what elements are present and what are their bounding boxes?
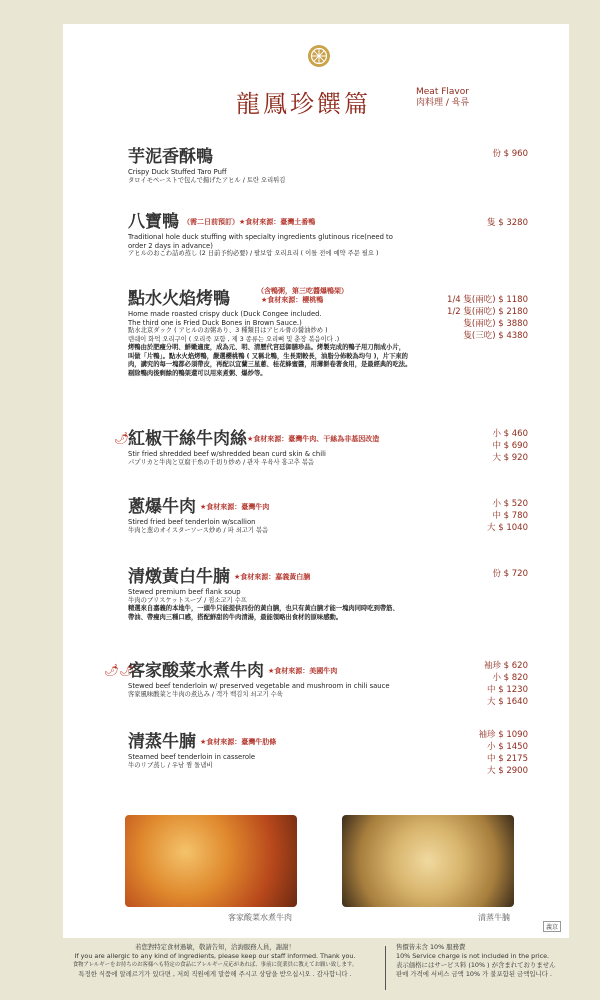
price: 1/4 隻(兩吃) $ 1180 [447, 295, 528, 305]
section-title: 龍鳳珍饌篇 [236, 90, 371, 118]
menu-item [128, 428, 379, 467]
item-line-en: Stewed premium beef flank soup [128, 588, 241, 596]
item-prices [420, 294, 528, 342]
price: 大 $ 1040 [487, 523, 528, 533]
item-description: 帶油、帶瘦肉三種口感，搭配鮮甜的牛肉清湯，最能領略出食材的原味感動。 [128, 613, 343, 621]
price: 大 $ 920 [492, 453, 528, 463]
footer-line: 若您對特定食材過敏，敬請告知，洽詢服務人員，謝謝！ [135, 943, 295, 951]
item-name: 芋泥香酥鴨 [128, 147, 213, 167]
dish-photo-steamed-brisket [342, 815, 514, 907]
menu-item [128, 566, 399, 622]
item-prices [470, 498, 528, 534]
item-line: 點水北京ダック ( アヒルのお粥あり、3 種類目はアヒル骨の醤油炒め ) [128, 327, 328, 334]
item-source: ★食材來源：臺灣牛肉 [200, 503, 270, 511]
price: 小 $ 820 [492, 673, 528, 683]
page-tag: 義京 [543, 921, 561, 932]
menu-item [128, 496, 269, 535]
footer-line: 특정한 식품에 알레르기가 있다면 , 저희 직원에게 말씀해 주시고 상담을 받으십시오 . 감사합니다 . [78, 970, 352, 978]
item-source: （需二日前預訂）★食材來源：臺灣土番鴨 [183, 218, 316, 226]
item-name: 客家酸菜水煮牛肉 ★食材來源：美國牛肉 [128, 661, 338, 681]
chili-icon: 🌶 [114, 431, 130, 445]
price: 中 $ 2175 [487, 754, 528, 764]
item-prices [460, 729, 528, 777]
item-line-en: Crispy Duck Stuffed Taro Puff [128, 168, 227, 176]
item-source: ★食材來源：臺灣牛肉、干絲為非基因改造 [247, 435, 380, 443]
menu-item [128, 731, 276, 770]
item-line: 덴쉐이 화억 오리구이 ( 오리죽 포함 , 제 3 종류는 오리뼈 및 춘장 볶음이다 .) [128, 335, 340, 343]
item-line: パプリカと牛肉と豆腐干糸の千切り炒め / 관자 우육사 홍고추 볶음 [128, 458, 314, 466]
price: 中 $ 780 [492, 511, 528, 521]
footer-line: If you are allergic to any kind of ingredients, please keep our staff informed. Thank you. [74, 952, 356, 960]
footer-divider [385, 946, 386, 990]
item-line-en: Stir fried shredded beef w/shredded bean curd skin & chili [128, 450, 326, 458]
item-prices [470, 217, 528, 229]
service-charge-notice [396, 943, 586, 979]
photo-caption: 清蒸牛腩 [478, 913, 510, 922]
item-name: 蔥爆牛肉 ★食材來源：臺灣牛肉 [128, 497, 270, 517]
section-subtitle: 肉料理 / 육류 [416, 98, 470, 108]
item-source: ★食材來源：美國牛肉 [268, 667, 338, 675]
item-line-en: Traditional hole duck stuffing with specialty ingredients glutinous rice(need to [128, 233, 393, 241]
menu-item [128, 660, 390, 699]
section-title-en [416, 87, 469, 109]
price: 小 $ 1450 [487, 742, 528, 752]
item-line: 牛肉のブリスケットスープ / 점소고기 수프 [128, 596, 247, 604]
footer-line: 10% Service charge is not included in the price. [396, 952, 550, 960]
item-name: 清蒸牛腩 ★食材來源：臺灣牛肋條 [128, 732, 277, 752]
price: 袖珍 $ 1090 [478, 730, 528, 740]
item-line: タロイモペーストで包んで揚げたアヒル / 토란 오리튀김 [128, 176, 286, 184]
section-title-english: Meat Flavor [416, 87, 469, 97]
price: 隻(兩吃) $ 3880 [463, 319, 528, 329]
price: 大 $ 1640 [487, 697, 528, 707]
menu-item [128, 146, 285, 185]
price: 隻 $ 3280 [487, 218, 528, 228]
item-source: ★食材來源：櫻桃鴨 [261, 296, 324, 304]
item-line-en: order 2 days in advance) [128, 241, 213, 250]
price: 小 $ 520 [492, 499, 528, 509]
item-line: アヒルのおこわ詰め蒸し (2 日前予約必要) / 팔보압 오리요리 ( 이틀 전에 예약 주문 필요 ) [128, 250, 379, 257]
item-prices [460, 660, 528, 708]
footer-line: 판매 가격에 서비스 금액 10% 가 불포함된 금액입니다 . [396, 970, 552, 978]
price: 大 $ 2900 [487, 766, 528, 776]
item-source: （含鴨粥，第三吃醬爆鴨架） [257, 287, 348, 295]
item-line: 牛肉と葱のオイスターソース炒め / 파 쇠고기 볶음 [128, 526, 269, 534]
item-description: 烤鴨由於肥瘦分明、鮮嫩適度，成為元、明、清歷代宮廷御膳珍品。烤製完成的鴨子用刀削成小片， [128, 344, 406, 351]
item-description: 精選來自嘉義的本地牛，一頭牛只能提供四份的黃白腩，也只有黃白腩才能一塊肉同時吃到帶筋、 [128, 605, 399, 612]
photo-caption: 客家酸菜水煮牛肉 [228, 913, 292, 922]
item-prices [470, 428, 528, 464]
item-description: 肉，講究的每一塊都必須帶皮，再配以宜蘭三星蔥、桂花蜂蜜醬，用薄餅卷著食用，是最經典的吃法。 [128, 361, 412, 368]
menu-item [128, 288, 411, 378]
price: 袖珍 $ 620 [483, 661, 528, 671]
dish-photo-hakka-beef [125, 815, 297, 907]
footer-line: 售價皆未含 10% 服務費 [396, 943, 466, 951]
item-prices [470, 568, 528, 580]
item-line-en: Stired fried beef tenderloin w/scallion [128, 518, 256, 526]
item-source: ★食材來源：嘉義黃白腩 [234, 573, 311, 581]
item-line-en: The third one is Fried Duck Bones in Brown Sauce.) [128, 318, 302, 327]
item-name: 紅椒干絲牛肉絲★食材來源：臺灣牛肉、干絲為非基因改造 [128, 429, 380, 449]
footer-line: 食物アレルギーをお持ちのお客様へも特定の食品にアレルギー反応があれば、事前に従業員に教えてお願い致します。 [72, 962, 358, 968]
item-source: ★食材來源：臺灣牛肋條 [200, 738, 277, 746]
menu-item [128, 211, 393, 259]
item-line: 牛のリブ蒸し / 우남 찜 돌냄비 [128, 761, 213, 769]
footer-line: 表示価格にはサービス料 (10% ) が含まれておりません [396, 961, 556, 969]
allergy-notice [52, 943, 378, 979]
chili-icon: 🌶🌶 [104, 663, 135, 677]
emblem-icon [307, 44, 331, 68]
item-line-en: Steamed beef tenderloin in casserole [128, 753, 256, 761]
item-name: 清燉黃白牛腩 ★食材來源：嘉義黃白腩 [128, 567, 311, 587]
price: 隻(三吃) $ 4380 [463, 331, 528, 341]
price: 中 $ 690 [492, 441, 528, 451]
item-line-en: Stewed beef tenderloin w/ preserved vegetable and mushroom in chili sauce [128, 682, 390, 690]
price: 小 $ 460 [492, 429, 528, 439]
item-description: 剔除鴨肉後剩餘的鴨架還可以用來煮粥、爆炒等。 [128, 369, 267, 377]
item-line: 客家風味酸菜と牛肉の煮込み / 객가 백김치 쇠고기 수육 [128, 690, 283, 698]
item-name: 八寶鴨 （需二日前預訂）★食材來源：臺灣土番鴨 [128, 212, 316, 232]
item-prices [470, 148, 528, 160]
price: 1/2 隻(兩吃) $ 2180 [447, 307, 528, 317]
item-description: 叫做「片鴨」。點水火焰烤鴨，嚴選櫻桃鴨 ( 又稱北鴨，生長期較長，油脂分佈較為均勻 )，片下來的 [128, 352, 408, 360]
price: 份 $ 720 [492, 569, 528, 579]
price: 中 $ 1230 [487, 685, 528, 695]
price: 份 $ 960 [492, 149, 528, 159]
item-name: 點水火焰烤鴨 （含鴨粥，第三吃醬爆鴨架） ★食材來源：櫻桃鴨 [128, 287, 348, 309]
item-line-en: Home made roasted crispy duck (Duck Congee included. [128, 310, 322, 318]
